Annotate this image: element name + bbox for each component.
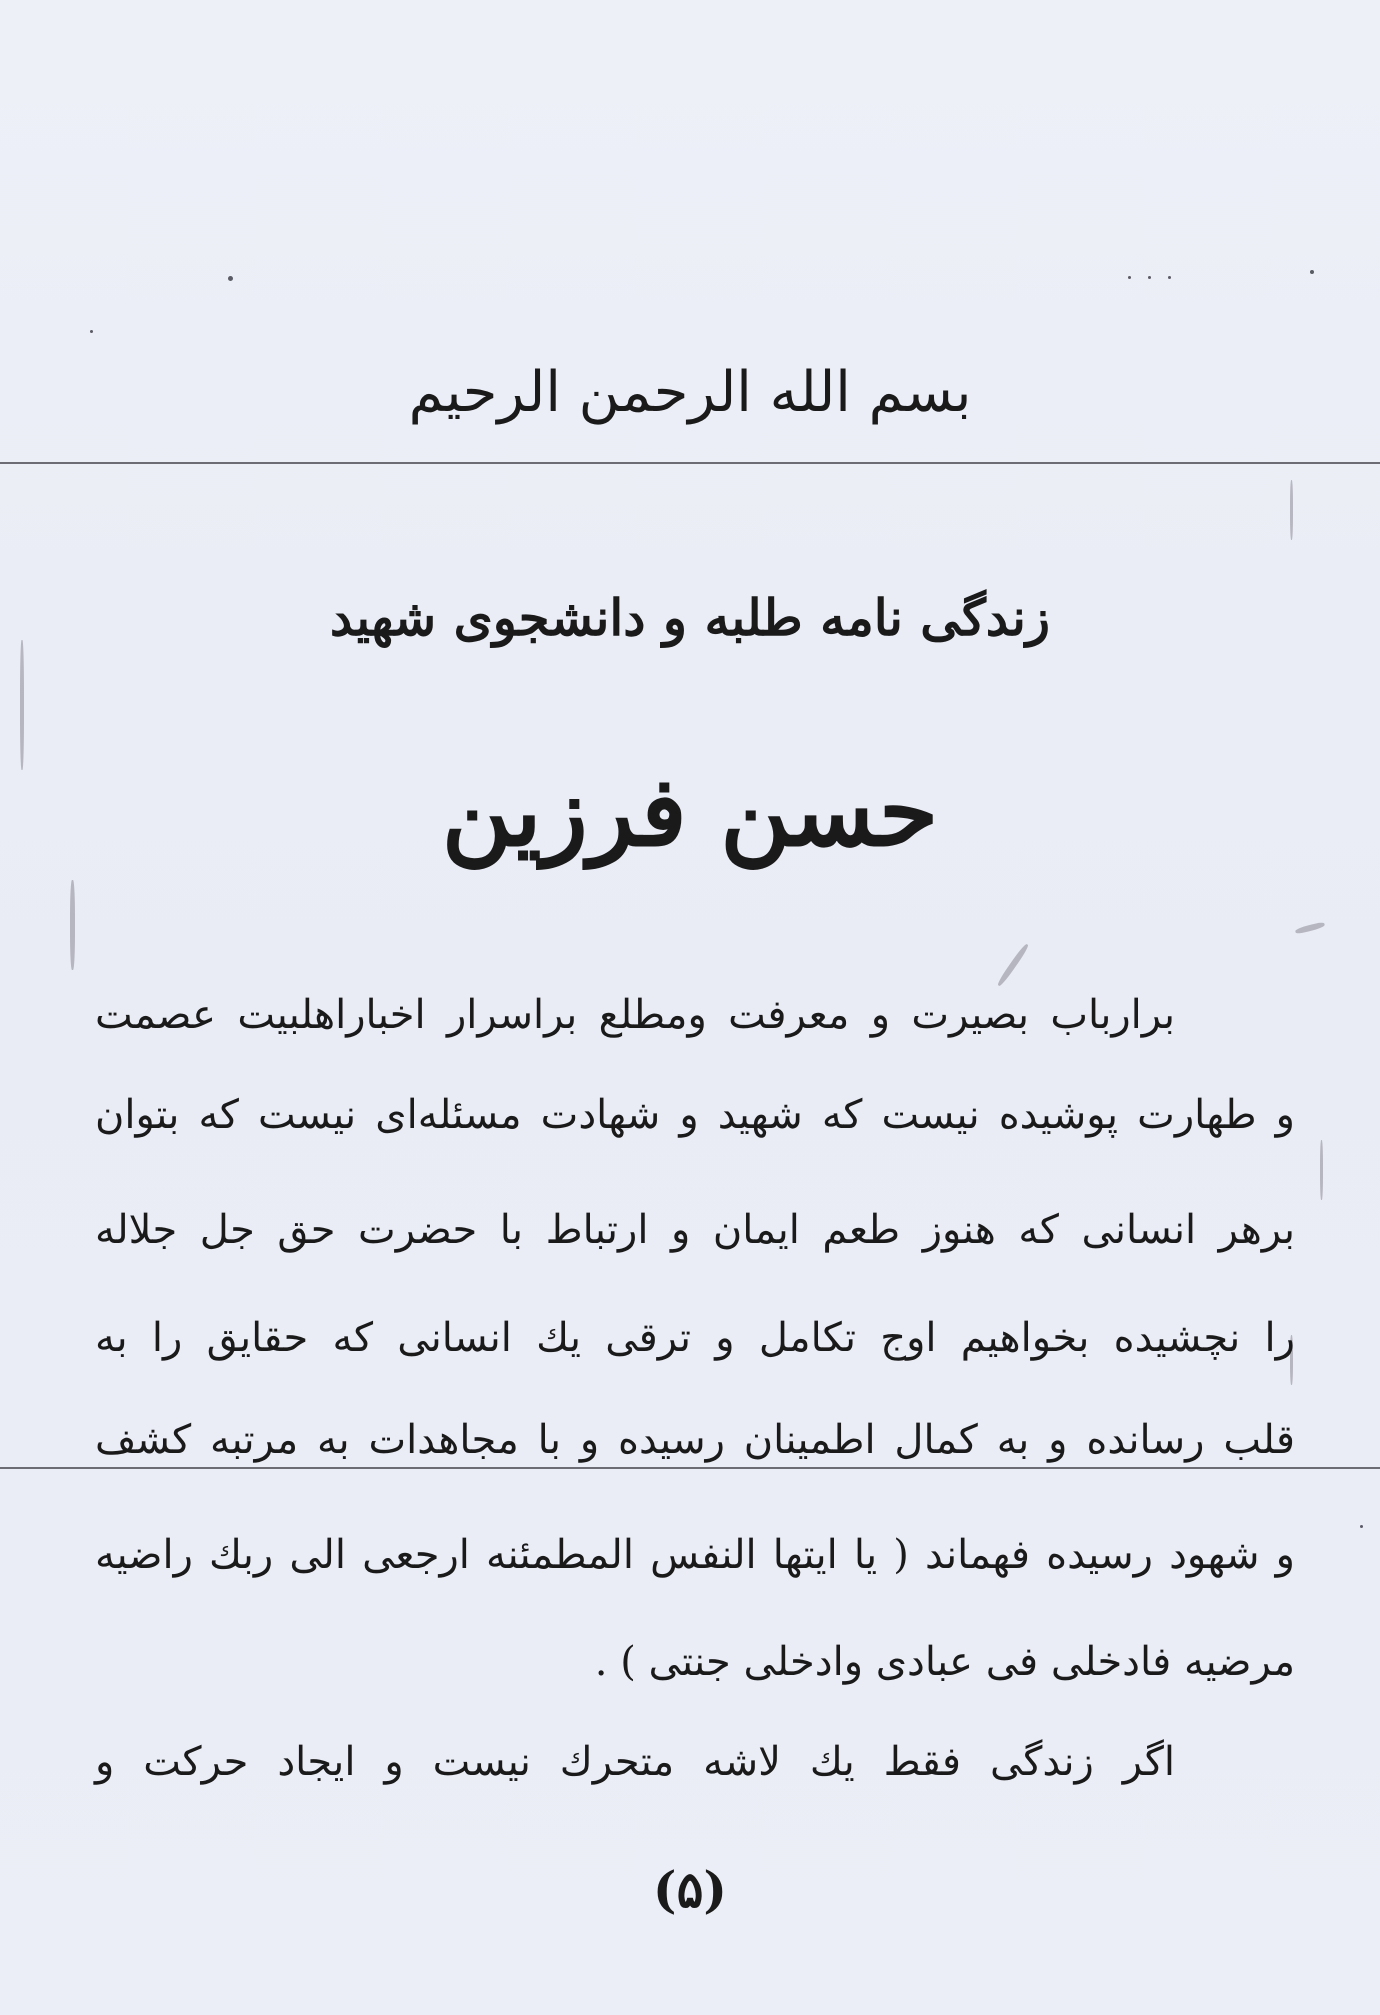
top-divider-line xyxy=(0,462,1380,464)
scan-speck xyxy=(228,276,233,281)
page-number: (۵) xyxy=(652,1860,728,1919)
scan-smudge xyxy=(70,880,75,970)
scan-speck xyxy=(1168,276,1171,279)
scan-speck xyxy=(1148,276,1151,279)
scan-smudge xyxy=(1290,480,1293,540)
body-line-3: برهر انسانی که هنوز طعم ایمان و ارتباط با حضرت حق جل جلاله xyxy=(95,1207,1295,1253)
body-line-1: برارباب بصیرت و معرفت ومطلع براسرار اخباراهلبیت عصمت xyxy=(95,992,1175,1038)
body-line-8: اگر زندگی فقط یك لاشه متحرك نیست و ایجاد حرکت و xyxy=(95,1739,1175,1785)
body-line-5: قلب رسانده و به کمال اطمینان رسیده و با مجاهدات به مرتبه کشف xyxy=(95,1417,1295,1463)
scan-smudge xyxy=(1320,1140,1323,1200)
scan-speck xyxy=(1310,270,1314,274)
body-line-6: و شهود رسیده فهماند ( یا ایتها النفس المطمئنه ارجعی الی ربك راضیه xyxy=(95,1532,1295,1578)
body-line-4: را نچشیده بخواهیم اوج تکامل و ترقی یك انسانی که حقایق را به xyxy=(95,1315,1295,1361)
scan-smudge xyxy=(20,640,24,770)
middle-divider-line xyxy=(0,1467,1380,1469)
scan-speck xyxy=(1360,1525,1363,1528)
scan-speck xyxy=(1128,276,1131,279)
scan-smudge xyxy=(1295,921,1326,935)
body-line-2: و طهارت پوشیده نیست که شهید و شهادت مسئله‌ای نیست که بتوان xyxy=(95,1092,1295,1138)
bismillah-heading: بسم الله الرحمن الرحیم xyxy=(408,360,972,425)
scan-smudge xyxy=(996,943,1030,987)
scan-speck xyxy=(90,330,93,333)
document-subtitle: زندگی نامه طلبه و دانشجوی شهید xyxy=(329,588,1051,647)
martyr-name-title: حسن فرزین xyxy=(441,755,939,868)
body-line-7: مرضیه فادخلی فی عبادی وادخلی جنتی ) . xyxy=(594,1639,1295,1685)
